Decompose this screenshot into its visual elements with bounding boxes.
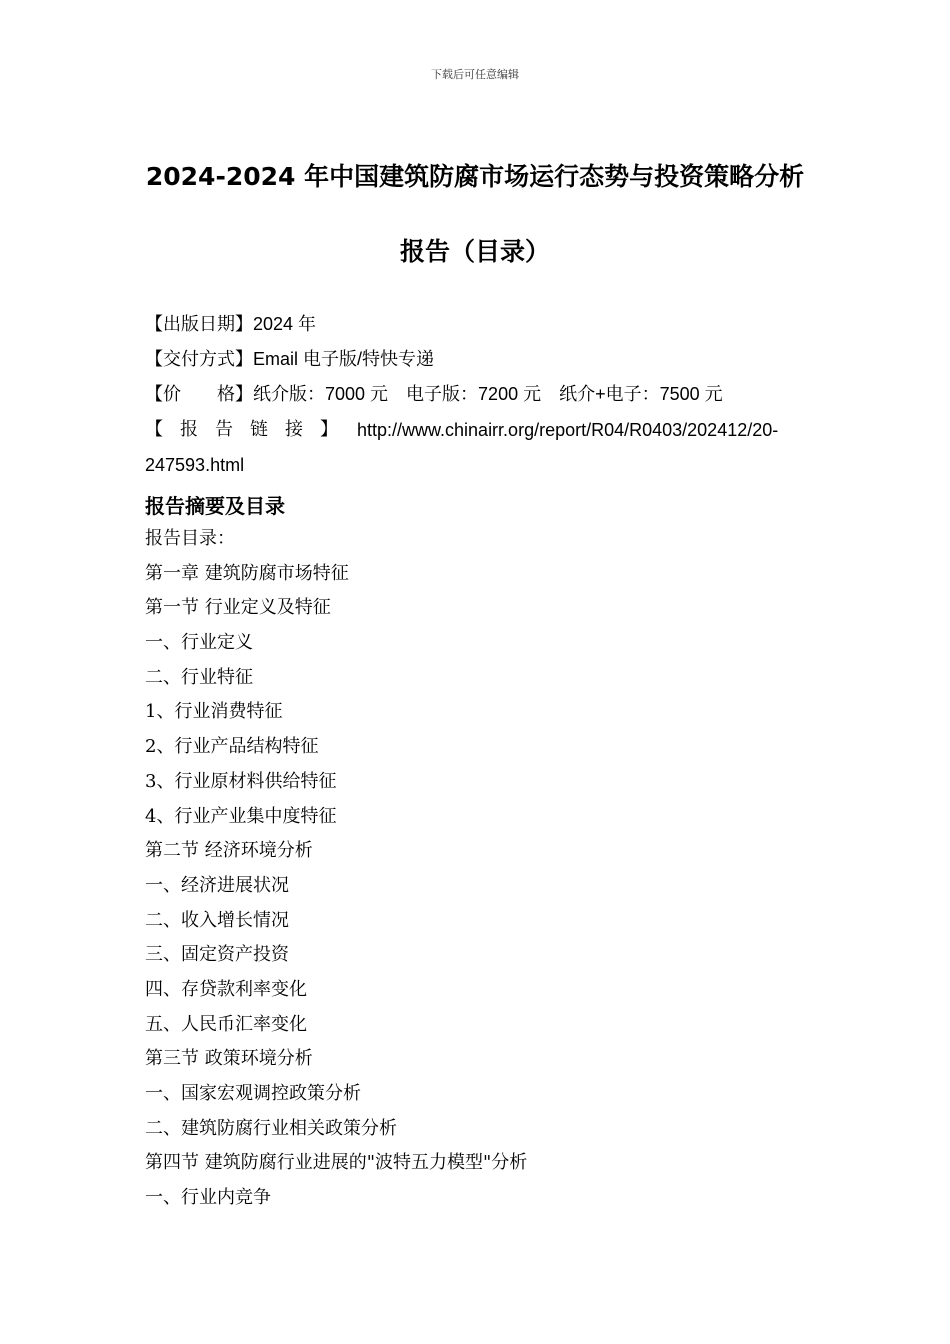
toc-item: 3、行业原材料供给特征 [145, 770, 337, 792]
price-row [145, 382, 810, 407]
toc-item: 2、行业产品结构特征 [145, 736, 319, 758]
toc-item: 二、行业特征 [145, 666, 253, 688]
toc-item: 1、行业消费特征 [145, 701, 283, 723]
publish-date-value: 2024 年 [253, 314, 317, 334]
toc-item: 二、建筑防腐行业相关政策分析 [145, 1117, 397, 1139]
report-link-label: 【报告链接】 [145, 419, 355, 440]
toc-item: 第二节 经济环境分析 [145, 840, 313, 862]
price-label: 【价 格】 [145, 384, 253, 405]
toc-item: 第一节 行业定义及特征 [145, 597, 331, 619]
toc-item: 一、经济进展状况 [145, 874, 289, 896]
publish-date-row [145, 312, 810, 337]
toc-item: 4、行业产业集中度特征 [145, 805, 337, 827]
delivery-label: 【交付方式】 [145, 349, 253, 370]
toc-item: 二、收入增长情况 [145, 909, 289, 931]
publish-date-label: 【出版日期】 [145, 314, 253, 335]
report-link-url[interactable]: http://www.chinairr.org/report/R04/R0403/202412/20- [357, 420, 779, 440]
toc-item: 五、人民币汇率变化 [145, 1013, 307, 1035]
delivery-row [145, 347, 810, 372]
toc-item: 第一章 建筑防腐市场特征 [145, 562, 349, 584]
section-heading: 报告摘要及目录 [145, 494, 285, 518]
header-note: 下载后可任意编辑 [431, 68, 519, 81]
report-title-line-1: 2024-2024 年中国建筑防腐市场运行态势与投资策略分析 [145, 162, 805, 191]
toc-item: 三、固定资产投资 [145, 944, 289, 966]
report-link-url-continued[interactable]: 247593.html [145, 455, 245, 475]
toc-item: 一、行业内竞争 [145, 1187, 271, 1209]
toc-item: 报告目录： [145, 528, 235, 549]
toc-item: 第四节 建筑防腐行业进展的"波特五力模型"分析 [145, 1152, 528, 1174]
toc-item: 第三节 政策环境分析 [145, 1048, 313, 1070]
report-title-line-2: 报告（目录） [399, 237, 550, 266]
toc-item: 四、存贷款利率变化 [145, 978, 307, 1000]
toc-item: 一、国家宏观调控政策分析 [145, 1083, 361, 1104]
price-value: 纸介版：7000 元 电子版：7200 元 纸介+电子：7500 元 [253, 384, 723, 404]
delivery-value: Email 电子版/特快专递 [253, 349, 435, 369]
toc-item: 一、行业定义 [145, 632, 253, 654]
table-of-contents [145, 527, 527, 1221]
report-link-row [145, 418, 810, 442]
